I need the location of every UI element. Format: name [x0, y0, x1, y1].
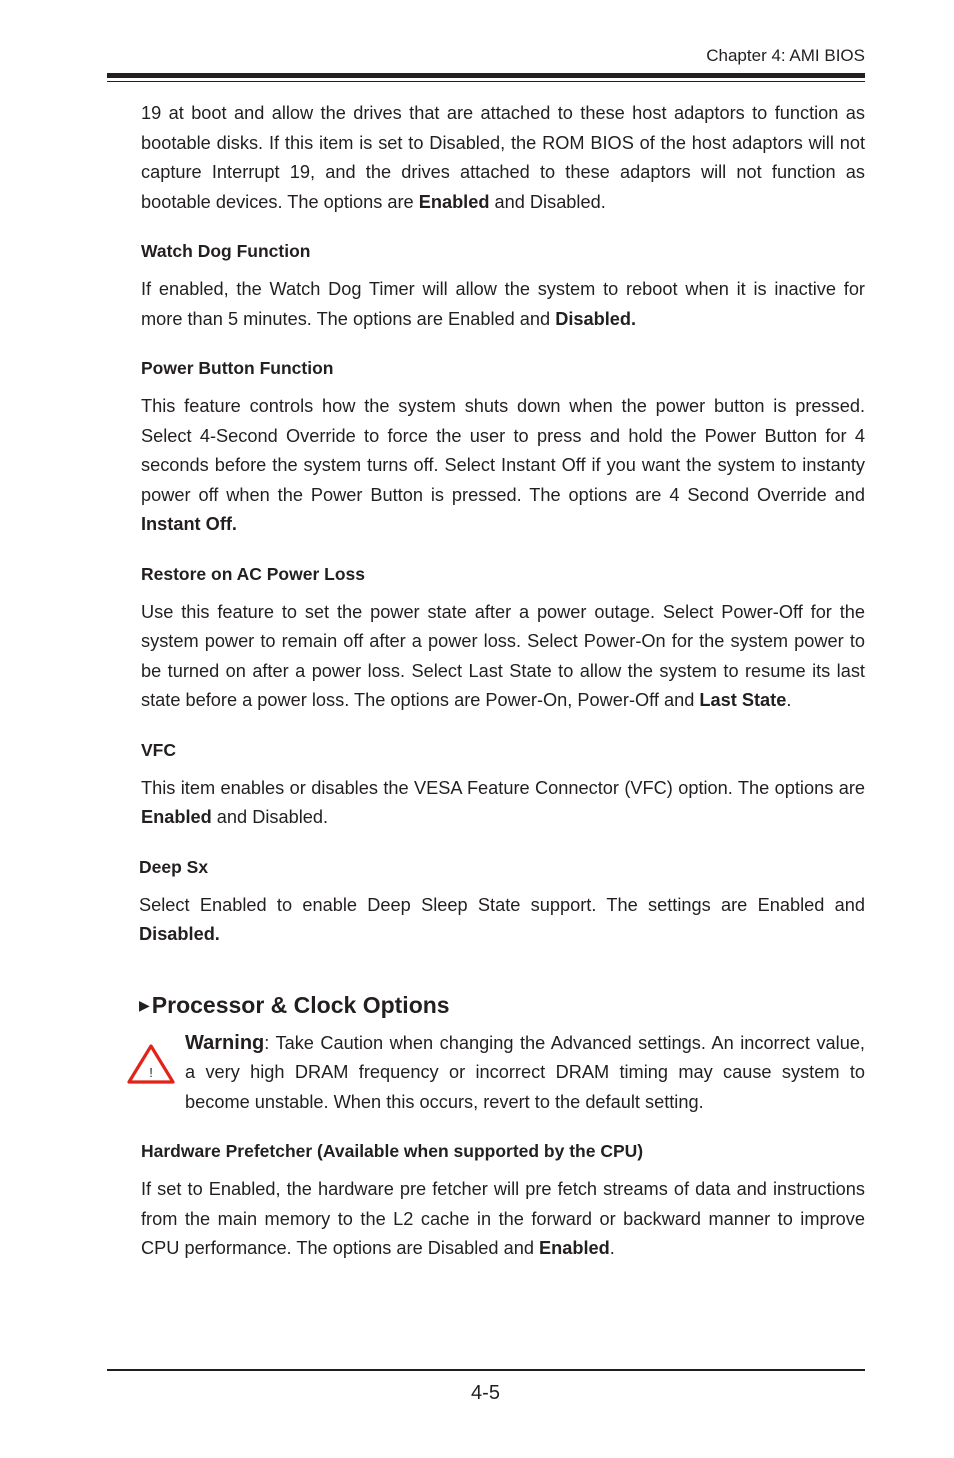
power-button-paragraph: This feature controls how the system shuts down when the power button is pressed. Select 4-Second Override to force the user to press and hold the Power Button for 4 seconds before the system turns off. Select Instant Off if you want the system to instanty power off when the Power Button is pressed. The options are 4 Second Override and Instant Off. [141, 396, 865, 534]
vfc-paragraph: This item enables or disables the VESA Feature Connector (VFC) option. The options are Enabled and Disabled. [141, 777, 865, 827]
page-content [141, 99, 865, 1264]
restore-ac-heading: Restore on AC Power Loss [141, 563, 365, 584]
deep-sx-block [139, 855, 865, 950]
header-rule-thin [107, 81, 865, 82]
warning-paragraph: Warning: Take Caution when changing the Advanced settings. An incorrect value, a very high DRAM frequency or incorrect DRAM timing may cause system to become unstable. When this occurs, revert to the default setting. [185, 1031, 865, 1112]
header-rule-thick [107, 73, 865, 78]
prefetcher-heading: Hardware Prefetcher (Available when supported by the CPU) [141, 1141, 644, 1161]
triangle-right-icon: ▶ [139, 996, 150, 1013]
chapter-title: Chapter 4: AMI BIOS [706, 46, 865, 65]
power-button-heading: Power Button Function [141, 358, 334, 378]
page-number: 4-5 [471, 1382, 500, 1404]
prefetcher-paragraph: If set to Enabled, the hardware pre fetcher will pre fetch streams of data and instructions from the main memory to the L2 cache in the forward or backward manner to improve CPU performance. The options are Disabled and Enabled. [141, 1179, 865, 1258]
watchdog-paragraph: If enabled, the Watch Dog Timer will allow the system to reboot when it is inactive for more than 5 minutes. The options are Enabled and Disabled. [141, 279, 865, 329]
intro-paragraph: 19 at boot and allow the drives that are attached to these host adaptors to function as bootable disks. If this item is set to Disabled, the ROM BIOS of the host adaptors will not capture Interrupt 19, and the drives attached to these adaptors will not function as bootable devices. The options are Enabled and Disabled. [141, 103, 865, 212]
footer-rule [107, 1369, 865, 1371]
restore-ac-paragraph: Use this feature to set the power state after a power outage. Select Power-Off for the system power to remain off after a power loss. Select Power-On for the system power to be turned on after a power loss. Select Last State to allow the system to resume its last state before a power loss. The options are Power-On, Power-Off and Last State. [141, 601, 865, 710]
warning-mark: ! [149, 1064, 153, 1080]
deep-sx-paragraph: Select Enabled to enable Deep Sleep State support. The settings are Enabled and Disabled. [139, 894, 865, 944]
processor-clock-section-title: ▶Processor & Clock Options [139, 991, 450, 1018]
watchdog-heading: Watch Dog Function [141, 241, 311, 261]
warning-callout [141, 1029, 865, 1118]
deep-sx-heading: Deep Sx [139, 856, 209, 877]
warning-triangle-icon [126, 1043, 176, 1085]
vfc-heading: VFC [141, 739, 176, 760]
